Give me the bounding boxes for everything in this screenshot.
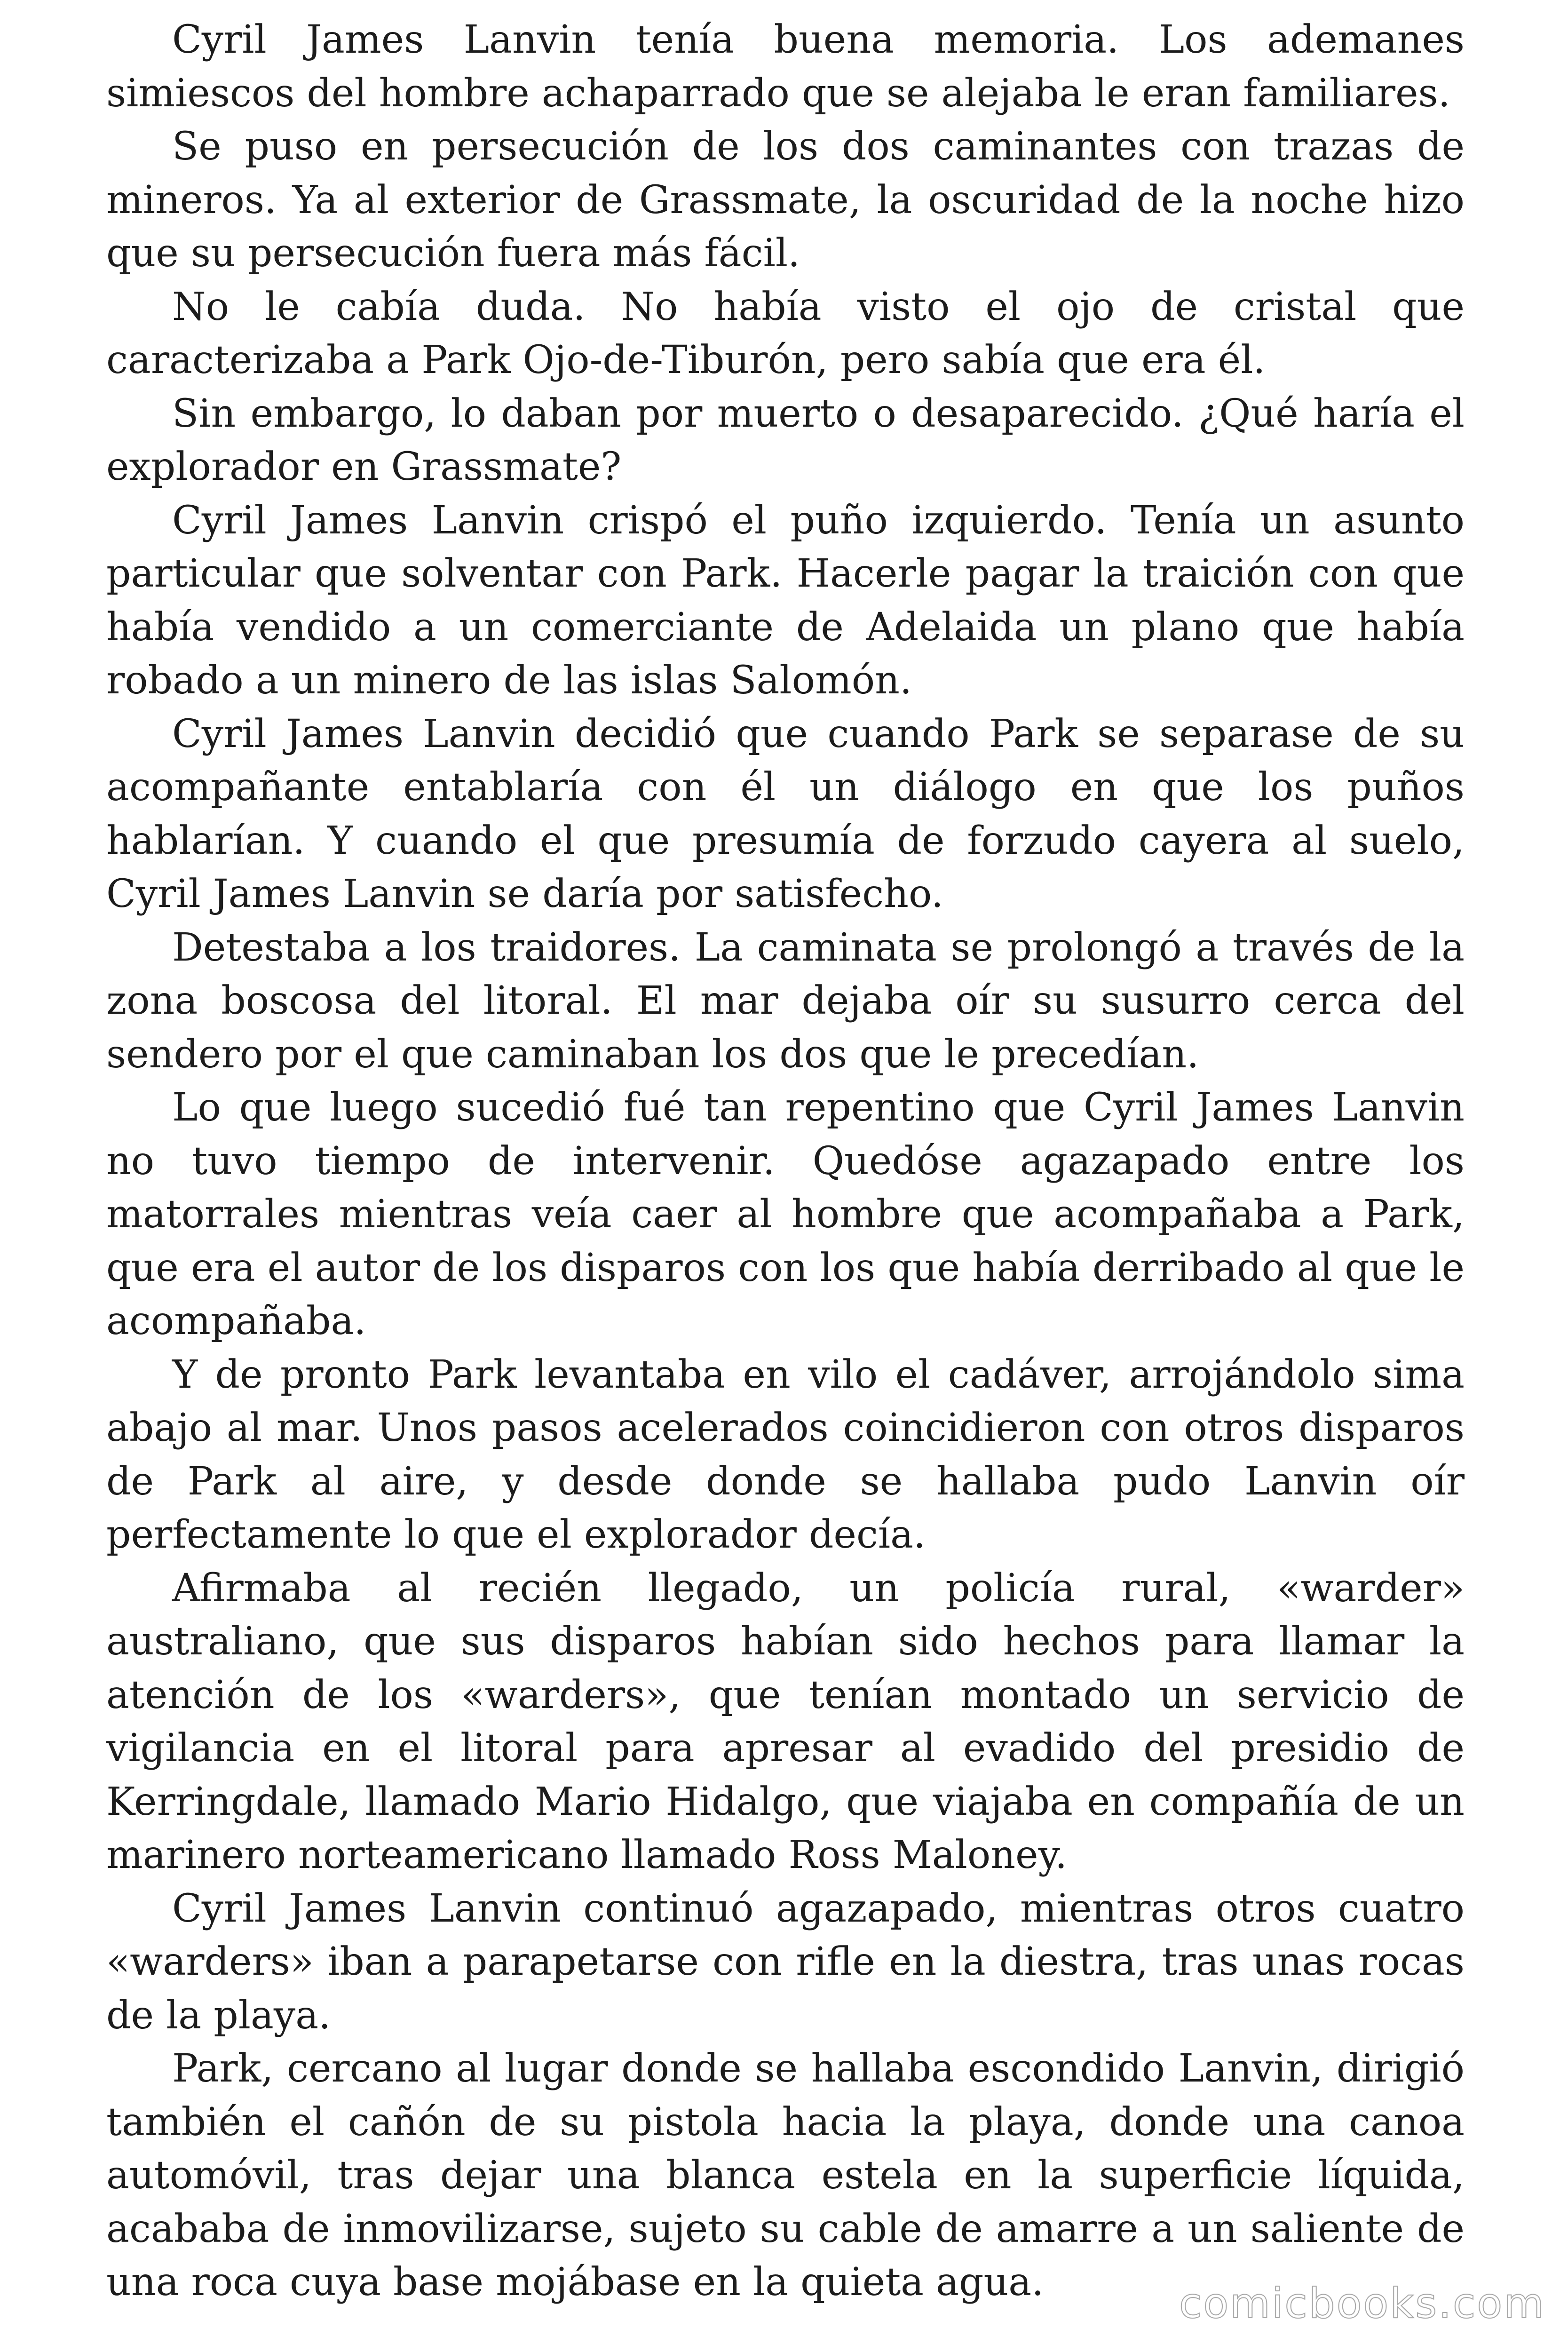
paragraph: Se puso en persecución de los dos caminantes con trazas de mineros. Ya al exterior de Grassmate, la oscuridad de la noche hizo que su persecución fuera más fácil. bbox=[106, 124, 1465, 276]
paragraph: Lo que luego sucedió fué tan repentino que Cyril James Lanvin no tuvo tiempo de intervenir. Quedóse agazapado entre los matorrales mientras veía caer al hombre que acompañaba a Park, que era el autor de los disparos con los que había derribado al que le acompañaba. bbox=[106, 1085, 1465, 1343]
paragraph: Sin embargo, lo daban por muerto o desaparecido. ¿Qué haría el explorador en Grassmate? bbox=[106, 391, 1465, 489]
paragraph: Afirmaba al recién llegado, un policía rural, «warder» australiano, que sus disparos habían sido hechos para llamar la atención de los «warders», que tenían montado un servicio de vigilancia en el litoral para apresar al evadido del presidio de Kerringdale, llamado Mario Hidalgo, que viajaba en compañía de un marinero norteamericano llamado Ross Maloney. bbox=[106, 1565, 1465, 1877]
paragraph: Cyril James Lanvin tenía buena memoria. Los ademanes simiescos del hombre achaparrado que se alejaba le eran familiares. bbox=[106, 17, 1465, 116]
book-page-text bbox=[106, 13, 1465, 2309]
paragraph: No le cabía duda. No había visto el ojo de cristal que caracterizaba a Park Ojo-de-Tiburón, pero sabía que era él. bbox=[106, 284, 1465, 382]
watermark: comicbooks.com bbox=[1179, 2279, 1545, 2328]
paragraph: Y de pronto Park levantaba en vilo el cadáver, arrojándolo sima abajo al mar. Unos pasos acelerados coincidieron con otros disparos de Park al aire, y desde donde se hallaba pudo Lanvin oír perfectamente lo que el explorador decía. bbox=[106, 1352, 1465, 1557]
paragraph: Cyril James Lanvin continuó agazapado, mientras otros cuatro «warders» iban a parapetarse con rifle en la diestra, tras unas rocas de la playa. bbox=[106, 1886, 1465, 2038]
paragraph: Cyril James Lanvin decidió que cuando Park se separase de su acompañante entablaría con él un diálogo en que los puños hablarían. Y cuando el que presumía de forzudo cayera al suelo, Cyril James Lanvin se daría por satisfecho. bbox=[106, 711, 1465, 916]
paragraph: Detestaba a los traidores. La caminata se prolongó a través de la zona boscosa del litoral. El mar dejaba oír su susurro cerca del sendero por el que caminaban los dos que le precedían. bbox=[106, 925, 1465, 1077]
paragraph: Cyril James Lanvin crispó el puño izquierdo. Tenía un asunto particular que solventar con Park. Hacerle pagar la traición con que había vendido a un comerciante de Adelaida un plano que había robado a un minero de las islas Salomón. bbox=[106, 498, 1465, 703]
paragraph: Park, cercano al lugar donde se hallaba escondido Lanvin, dirigió también el cañón de su pistola hacia la playa, donde una canoa automóvil, tras dejar una blanca estela en la superficie líquida, acababa de inmovilizarse, sujeto su cable de amarre a un saliente de una roca cuya base mojábase en la quieta agua. bbox=[106, 2046, 1465, 2304]
